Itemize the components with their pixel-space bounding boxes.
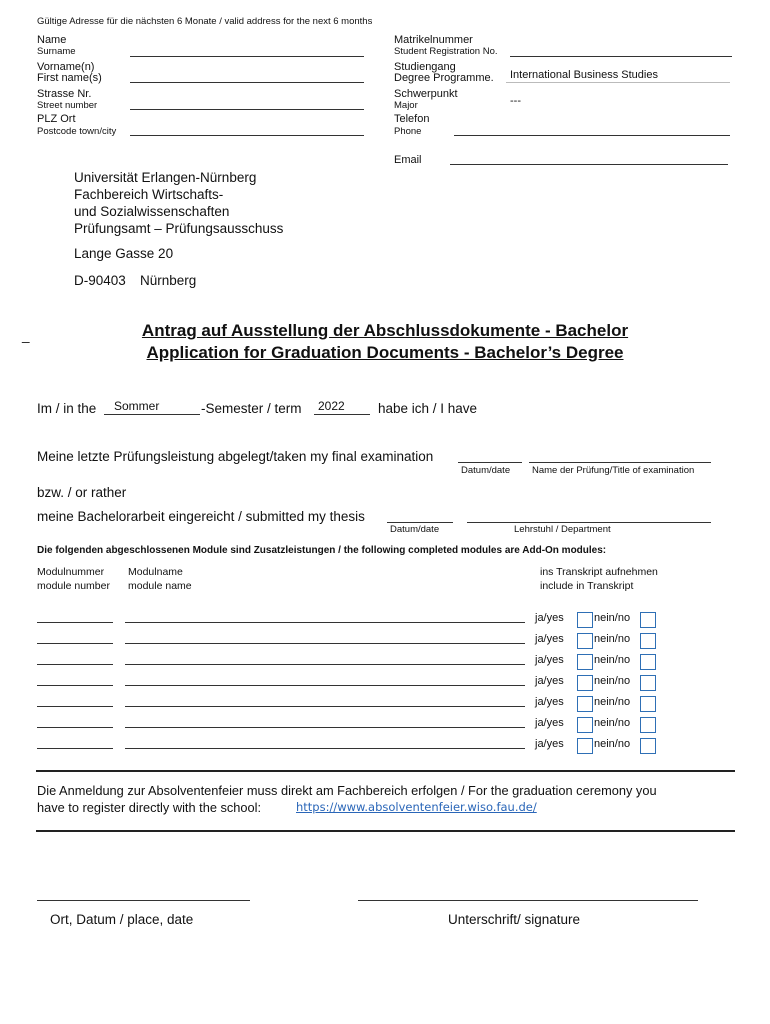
module-number-field[interactable] (37, 643, 113, 644)
module-name-header-de: Modulname (128, 566, 183, 578)
major-label-de: Schwerpunkt (394, 88, 458, 100)
degree-label-en: Degree Programme. (394, 72, 494, 84)
matriculation-label-de: Matrikelnummer (394, 34, 473, 46)
no-label: nein/no (594, 654, 631, 666)
modules-heading: Die folgenden abgeschlossenen Module sind Zusatzleistungen / the following completed modules are Add-On modules: (37, 545, 607, 556)
ceremony-text-1: Die Anmeldung zur Absolventenfeier muss direkt am Fachbereich erfolgen / For the graduation ceremony you (37, 783, 657, 798)
first-name-label-de: Vorname(n) (37, 61, 95, 73)
divider-bottom (36, 830, 735, 832)
semester-year-value: 2022 (318, 399, 345, 413)
exam-name-field[interactable] (529, 462, 711, 463)
address-line-2: Fachbereich Wirtschafts- (74, 187, 224, 202)
no-checkbox[interactable] (640, 738, 656, 754)
module-name-field[interactable] (125, 664, 525, 665)
phone-label-en: Phone (394, 126, 422, 137)
surname-label-en: Surname (37, 46, 76, 57)
no-label: nein/no (594, 675, 631, 687)
module-number-header-de: Modulnummer (37, 566, 105, 578)
yes-label: ja/yes (535, 654, 564, 666)
yes-checkbox[interactable] (577, 717, 593, 733)
no-label: nein/no (594, 696, 631, 708)
ceremony-text-2: have to register directly with the school: (37, 800, 262, 815)
degree-label-de: Studiengang (394, 61, 456, 73)
yes-checkbox[interactable] (577, 612, 593, 628)
major-label-en: Major (394, 100, 418, 111)
module-number-field[interactable] (37, 727, 113, 728)
phone-label-de: Telefon (394, 113, 430, 125)
matriculation-label-en: Student Registration No. (394, 46, 498, 57)
no-label: nein/no (594, 717, 631, 729)
semester-year-field[interactable] (314, 398, 370, 415)
address-line-4: Prüfungsamt – Prüfungsausschuss (74, 221, 284, 236)
module-name-field[interactable] (125, 727, 525, 728)
exam-text: Meine letzte Prüfungsleistung abgelegt/taken my final examination (37, 449, 434, 464)
signature-label: Unterschrift/ signature (448, 912, 581, 927)
yes-label: ja/yes (535, 675, 564, 687)
degree-value: International Business Studies (510, 69, 658, 81)
surname-field[interactable] (130, 56, 364, 57)
no-label: nein/no (594, 612, 631, 624)
first-name-field[interactable] (130, 82, 364, 83)
module-number-field[interactable] (37, 664, 113, 665)
thesis-dept-label: Lehrstuhl / Department (514, 524, 611, 535)
semester-prefix: Im / in the (37, 401, 97, 416)
address-postcode: D-90403 (74, 273, 126, 288)
signature-field[interactable] (358, 900, 698, 901)
title-de: Antrag auf Ausstellung der Abschlussdokumente - Bachelor (141, 321, 629, 340)
address-line-1: Universität Erlangen-Nürnberg (74, 170, 257, 185)
address-street: Lange Gasse 20 (74, 246, 174, 261)
no-label: nein/no (594, 738, 631, 750)
module-number-field[interactable] (37, 706, 113, 707)
email-field[interactable] (450, 148, 728, 165)
matriculation-field[interactable] (510, 40, 732, 57)
module-number-field[interactable] (37, 622, 113, 623)
yes-checkbox[interactable] (577, 738, 593, 754)
module-number-field[interactable] (37, 685, 113, 686)
yes-label: ja/yes (535, 717, 564, 729)
no-label: nein/no (594, 633, 631, 645)
yes-checkbox[interactable] (577, 696, 593, 712)
margin-mark: _ (22, 328, 30, 343)
yes-checkbox[interactable] (577, 633, 593, 649)
street-label-de: Strasse Nr. (37, 88, 92, 100)
first-name-label-en: First name(s) (37, 72, 102, 84)
no-checkbox[interactable] (640, 675, 656, 691)
module-number-field[interactable] (37, 748, 113, 749)
no-checkbox[interactable] (640, 612, 656, 628)
street-label-en: Street number (37, 100, 98, 111)
semester-middle: -Semester / term (201, 401, 302, 416)
phone-field[interactable] (454, 119, 730, 136)
no-checkbox[interactable] (640, 633, 656, 649)
semester-suffix: habe ich / I have (378, 401, 478, 416)
yes-label: ja/yes (535, 738, 564, 750)
yes-label: ja/yes (535, 612, 564, 624)
divider-top (36, 770, 735, 772)
postcode-field[interactable] (130, 135, 364, 136)
postcode-label-en: Postcode town/city (37, 126, 117, 137)
yes-label: ja/yes (535, 633, 564, 645)
place-date-label: Ort, Datum / place, date (50, 912, 194, 927)
yes-checkbox[interactable] (577, 675, 593, 691)
place-date-field[interactable] (37, 900, 250, 901)
or-rather-text: bzw. / or rather (37, 485, 127, 500)
surname-label-de: Name (37, 34, 67, 46)
address-city: Nürnberg (140, 273, 197, 288)
title-en: Application for Graduation Documents - Bachelor’s Degree (146, 343, 624, 362)
module-name-field[interactable] (125, 685, 525, 686)
email-label: Email (394, 154, 422, 166)
module-name-field[interactable] (125, 748, 525, 749)
module-number-header-en: module number (37, 580, 110, 592)
thesis-date-label: Datum/date (390, 524, 440, 535)
ceremony-link[interactable]: https://www.absolventenfeier.wiso.fau.de/ (296, 800, 537, 814)
exam-name-label: Name der Prüfung/Title of examination (532, 465, 695, 476)
module-name-field[interactable] (125, 622, 525, 623)
thesis-text: meine Bachelorarbeit eingereicht / submitted my thesis (37, 509, 365, 524)
degree-field[interactable] (506, 66, 730, 83)
address-line-3: und Sozialwissenschaften (74, 204, 230, 219)
exam-date-field[interactable] (458, 462, 522, 463)
module-name-header-en: module name (128, 580, 192, 592)
no-checkbox[interactable] (640, 654, 656, 670)
transcript-header-en: include in Transkript (540, 580, 634, 592)
module-name-field[interactable] (125, 643, 525, 644)
yes-label: ja/yes (535, 696, 564, 708)
transcript-header-de: ins Transkript aufnehmen (540, 566, 658, 578)
yes-checkbox[interactable] (577, 654, 593, 670)
no-checkbox[interactable] (640, 717, 656, 733)
street-field[interactable] (130, 109, 364, 110)
header-note: Gültige Adresse für die nächsten 6 Monate / valid address for the next 6 months (37, 16, 373, 27)
thesis-dept-field[interactable] (467, 522, 711, 523)
semester-season-field[interactable] (104, 398, 200, 415)
exam-date-label: Datum/date (461, 465, 511, 476)
thesis-date-field[interactable] (387, 522, 453, 523)
postcode-label-de: PLZ Ort (37, 113, 76, 125)
major-value[interactable]: --- (510, 95, 521, 107)
no-checkbox[interactable] (640, 696, 656, 712)
module-name-field[interactable] (125, 706, 525, 707)
semester-season-value: Sommer (114, 399, 160, 413)
